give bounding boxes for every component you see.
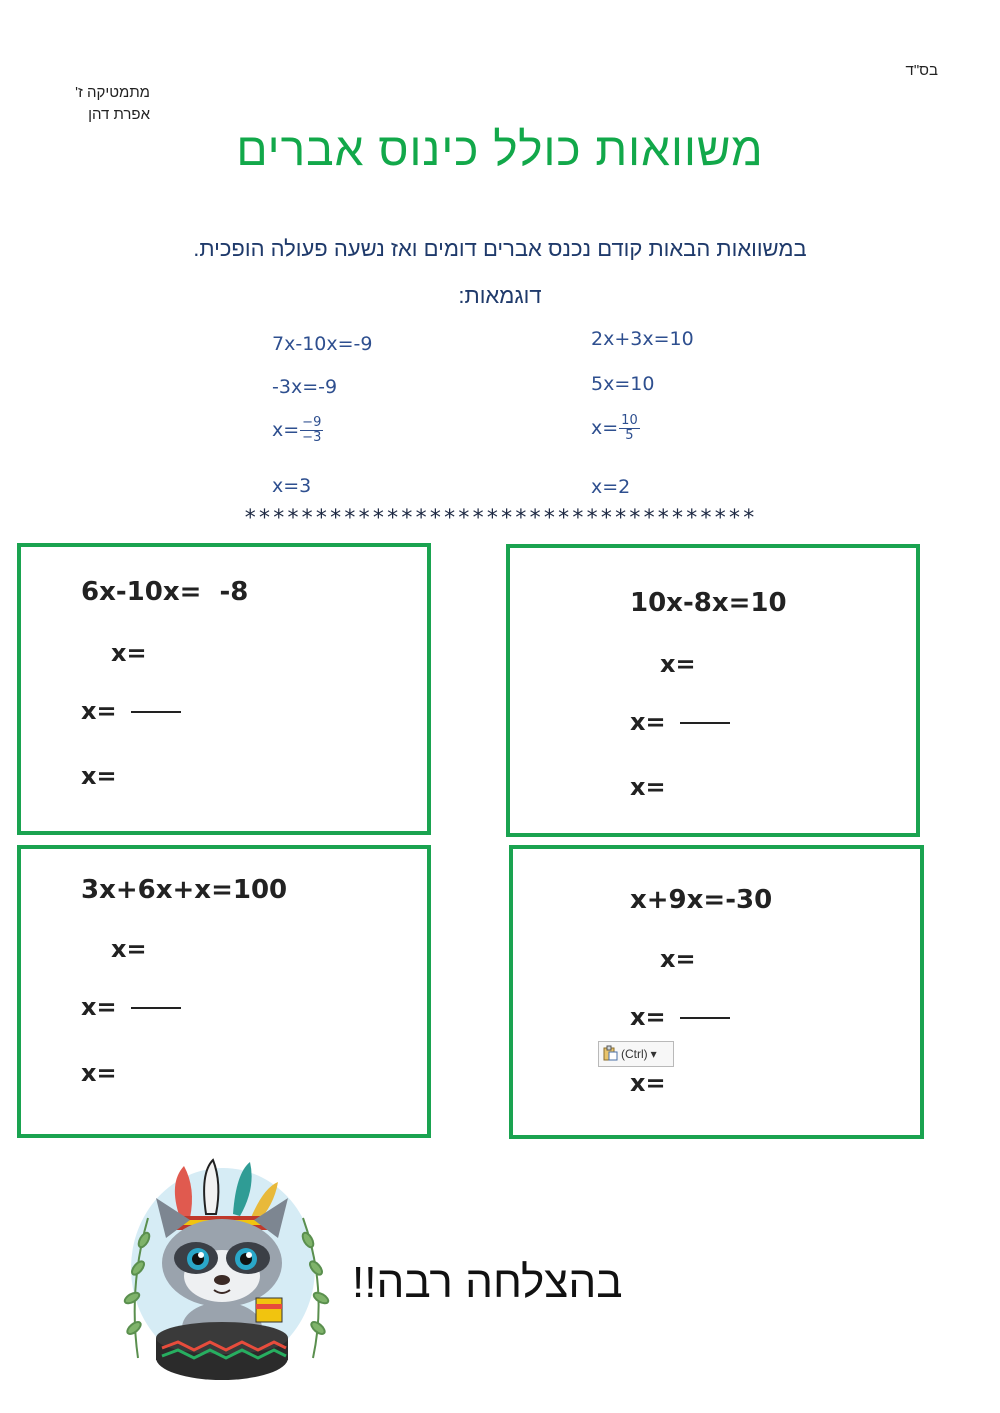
closing-message: בהצלחה רבה!! (352, 1258, 623, 1307)
exercise-equation: x+9x=-30 (630, 885, 773, 915)
exercise-step3: x= (630, 773, 666, 801)
subject-label: מתמטיקה ז' (75, 84, 150, 101)
exercise-box-3 (17, 845, 431, 1138)
chevron-down-icon: ▾ (650, 1047, 657, 1061)
exercise-step2 (81, 697, 181, 725)
exercise-step3: x= (81, 762, 117, 790)
exercise-equation: 6x-10x= -8 (81, 577, 249, 607)
raccoon-illustration (118, 1158, 333, 1383)
exercise-step1: x= (111, 639, 147, 667)
subject-block (60, 82, 150, 126)
instruction-text: במשוואות הבאות קודם נכנס אברים דומים ואז נשעה פעולה הופכית. (193, 236, 807, 261)
example-right-line2: 5x=10 (591, 373, 655, 395)
bsd-header: בס"ד (905, 62, 938, 79)
example-right-line1: 2x+3x=10 (591, 328, 694, 350)
clipboard-icon (602, 1045, 618, 1064)
fraction-numerator: −9 (302, 415, 322, 430)
exercise-step2 (81, 993, 181, 1021)
exercise-step3: x= (630, 1069, 666, 1097)
fraction (300, 416, 323, 445)
separator-stars: ************************************ (243, 506, 757, 531)
example-right-fraction (591, 414, 640, 443)
example-left-line2: -3x=-9 (272, 376, 338, 398)
exercise-step2-label: x= (81, 993, 117, 1021)
fraction-line (131, 711, 181, 713)
examples-label: דוגמאות: (458, 283, 542, 308)
exercise-step2-label: x= (630, 1003, 666, 1031)
exercise-step3: x= (81, 1059, 117, 1087)
fraction-numerator: 10 (621, 413, 638, 428)
fraction (619, 414, 640, 443)
exercise-box-1 (17, 543, 431, 835)
paste-options-button[interactable] (598, 1041, 674, 1067)
exercise-step2-label: x= (630, 708, 666, 736)
exercise-equation: 10x-8x=10 (630, 588, 787, 618)
exercise-step1: x= (660, 945, 696, 973)
example-left-result: x=3 (272, 475, 312, 497)
exercise-box-4 (509, 845, 924, 1139)
example-right-result: x=2 (591, 476, 631, 498)
exercise-step2 (630, 1003, 730, 1031)
page-title: משוואות כולל כינוס אברים (236, 123, 764, 175)
fraction-line (680, 722, 730, 724)
author-name: אפרת דהן (88, 106, 150, 123)
example-right-frac-prefix: x= (591, 417, 619, 439)
exercise-step2 (630, 708, 730, 736)
example-left-fraction (272, 416, 323, 445)
exercise-box-2 (506, 544, 920, 837)
exercise-step2-label: x= (81, 697, 117, 725)
fraction-denominator: 5 (625, 428, 634, 443)
exercise-equation: 3x+6x+x=100 (81, 875, 288, 905)
exercise-step1: x= (111, 935, 147, 963)
paste-options-label: (Ctrl) (621, 1047, 648, 1061)
fraction-line (680, 1017, 730, 1019)
example-left-line1: 7x-10x=-9 (272, 333, 373, 355)
exercise-step1: x= (660, 650, 696, 678)
example-left-frac-prefix: x= (272, 419, 300, 441)
fraction-line (131, 1007, 181, 1009)
fraction-denominator: −3 (302, 430, 322, 445)
